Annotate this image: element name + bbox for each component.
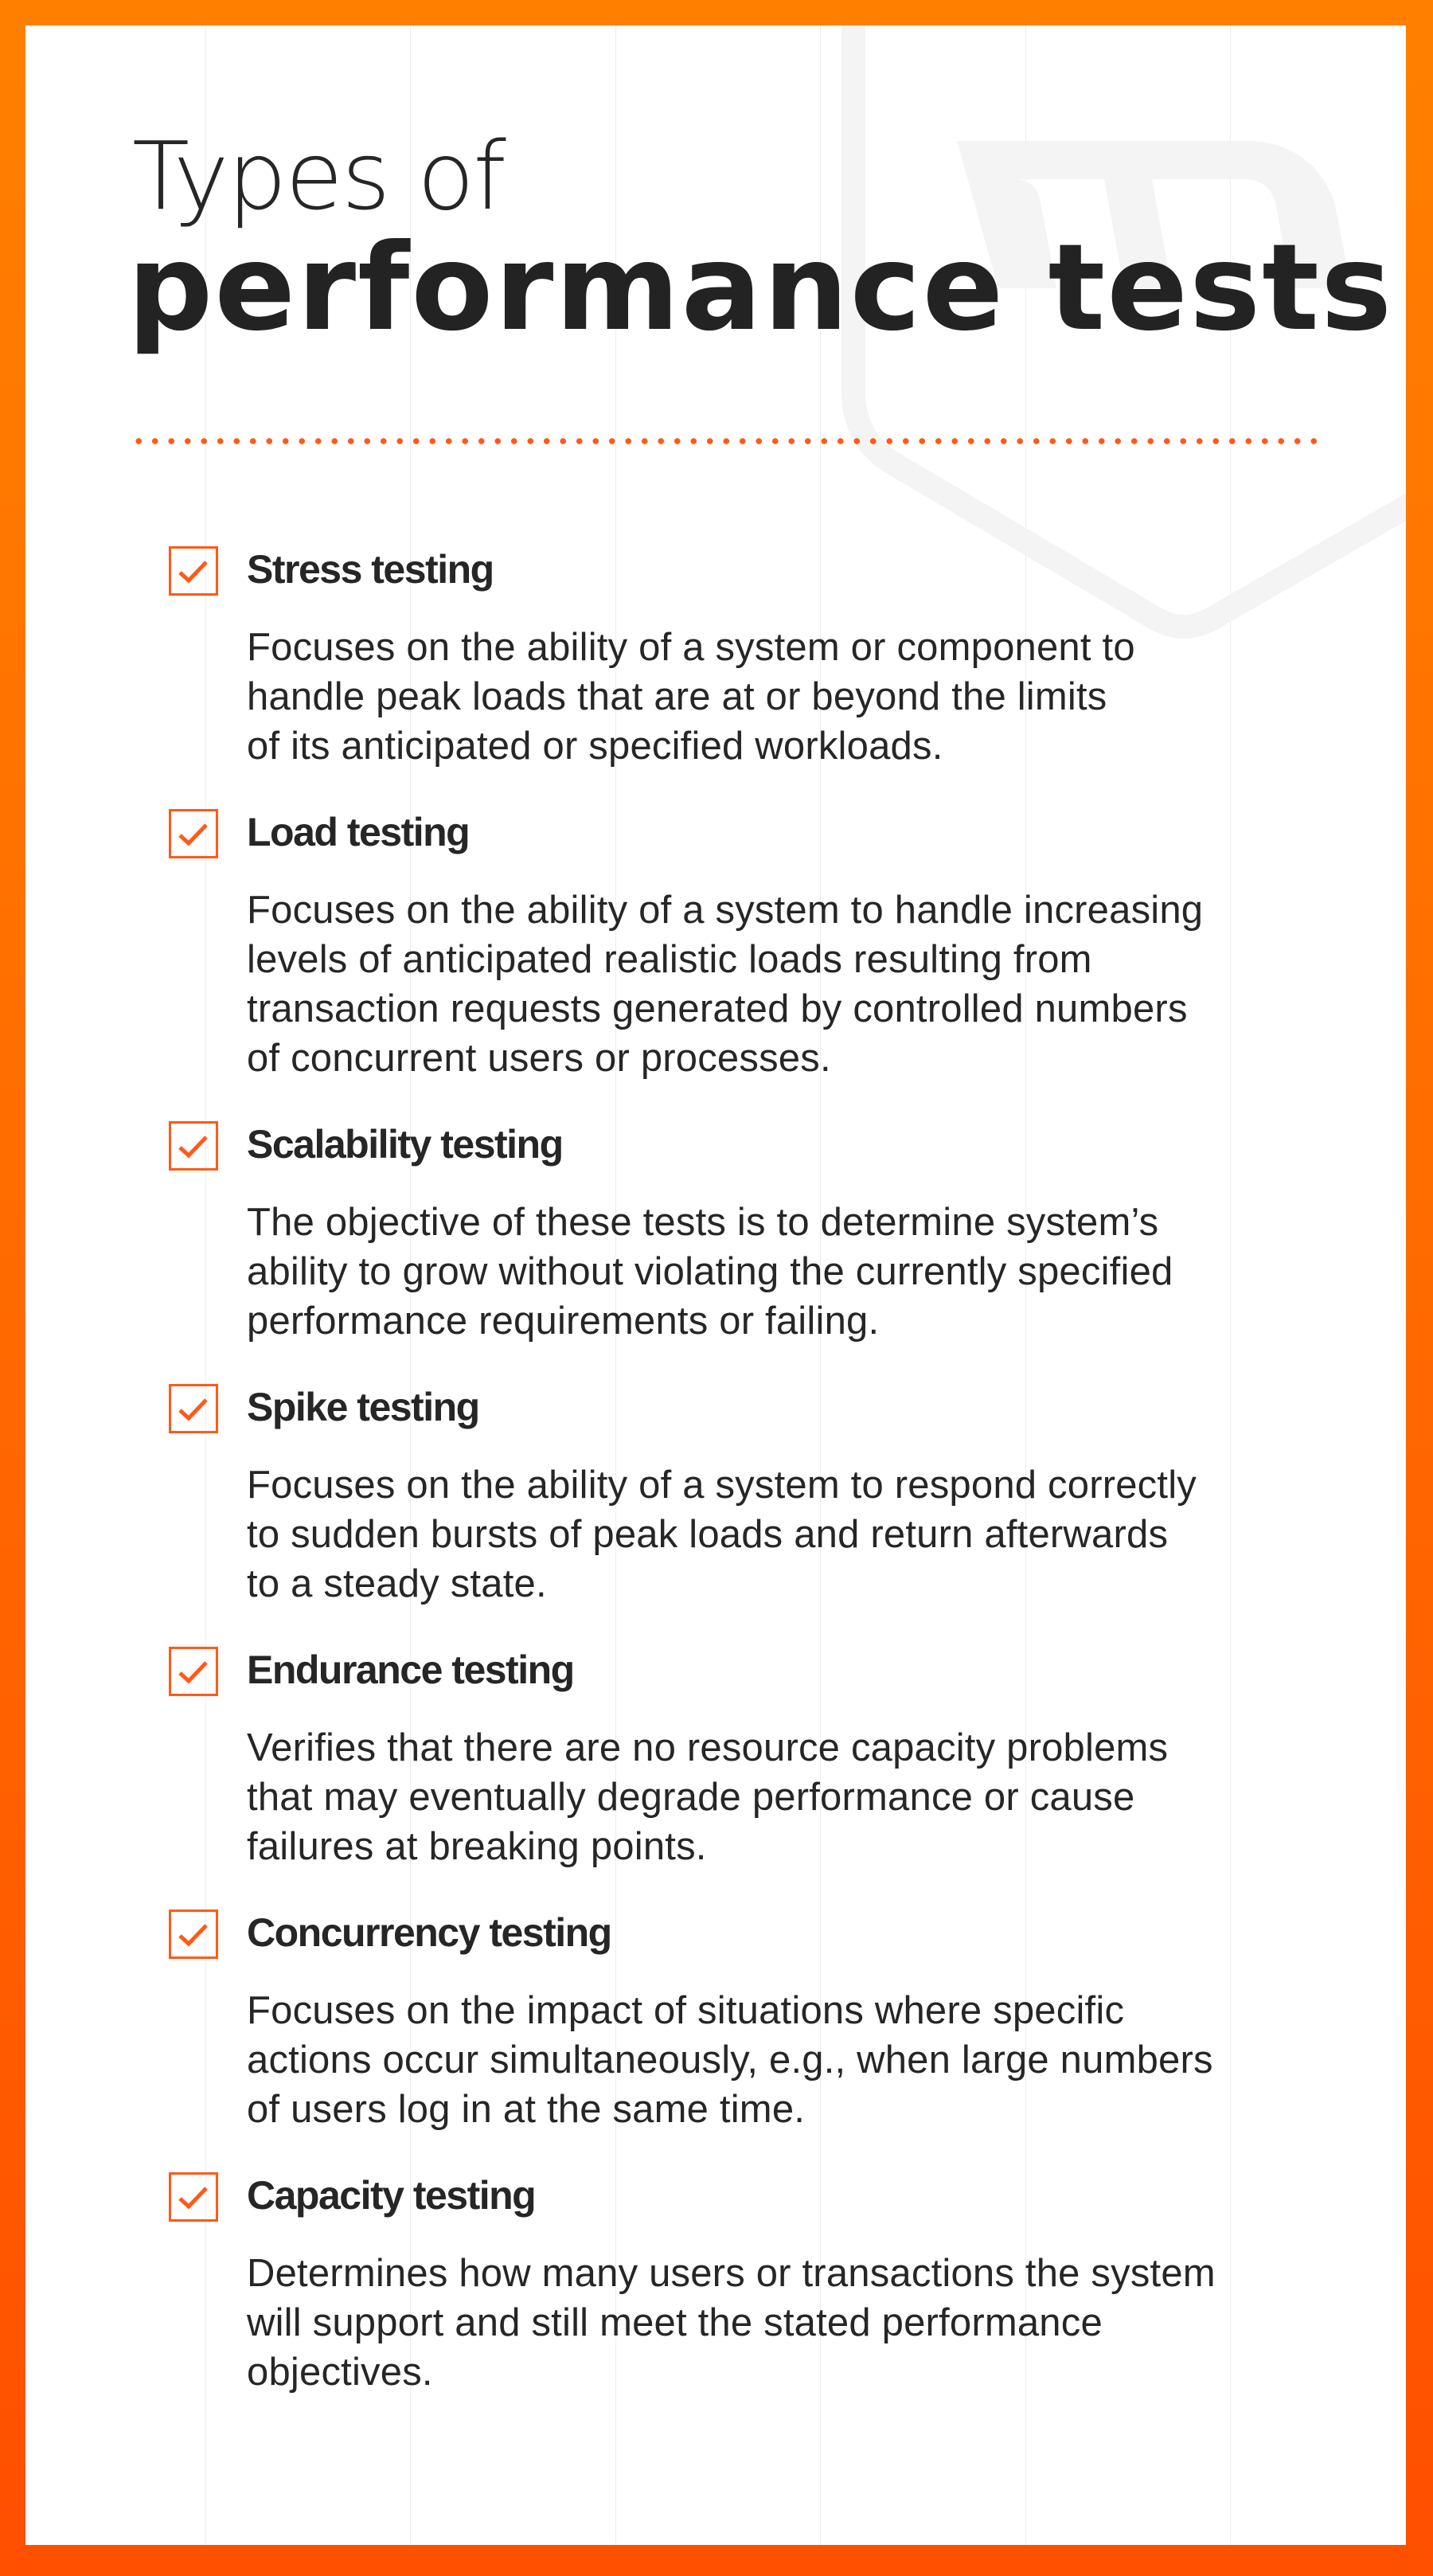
desc-line: actions occur simultaneously, e.g., when large numbers xyxy=(247,2039,1213,2082)
desc-line: The objective of these tests is to determine system’s xyxy=(247,1201,1159,1244)
checkbox-checked-icon xyxy=(169,2172,218,2222)
desc-line: failures at breaking points. xyxy=(247,1825,707,1868)
item-description xyxy=(247,2249,1314,2397)
checkbox-checked-icon xyxy=(169,1910,218,1959)
item-description xyxy=(247,623,1314,771)
desc-line: transaction requests generated by controlled numbers xyxy=(247,987,1188,1030)
item-title: Endurance testing xyxy=(247,1648,574,1692)
page-title-light: Types of xyxy=(132,121,505,231)
desc-line: Focuses on the impact of situations where specific xyxy=(247,1989,1125,2032)
dotted-divider xyxy=(131,438,1317,444)
desc-line: Focuses on the ability of a system to handle increasing xyxy=(247,889,1204,932)
item-title: Scalability testing xyxy=(247,1122,563,1167)
checkbox-checked-icon xyxy=(169,1647,218,1696)
item-title: Stress testing xyxy=(247,547,494,592)
item-title: Capacity testing xyxy=(247,2173,536,2218)
desc-line: Focuses on the ability of a system to respond correctly xyxy=(247,1464,1197,1507)
item-title: Concurrency testing xyxy=(247,1910,611,1955)
desc-line: ability to grow without violating the currently specified xyxy=(247,1250,1173,1293)
desc-line: performance requirements or failing. xyxy=(247,1300,880,1343)
item-title: Load testing xyxy=(247,810,470,854)
desc-line: Focuses on the ability of a system or component to xyxy=(247,626,1135,669)
checkbox-checked-icon xyxy=(169,1121,218,1171)
checkbox-checked-icon xyxy=(169,546,218,596)
infographic-card xyxy=(25,25,1406,2545)
desc-line: of users log in at the same time. xyxy=(247,2088,806,2131)
desc-line: objectives. xyxy=(247,2351,433,2394)
item-description xyxy=(247,1986,1314,2134)
checkbox-checked-icon xyxy=(169,809,218,858)
desc-line: that may eventually degrade performance or cause xyxy=(247,1776,1135,1819)
desc-line: of its anticipated or specified workloads. xyxy=(247,725,943,768)
item-title: Spike testing xyxy=(247,1385,479,1429)
page-title-bold: performance tests xyxy=(127,219,1394,358)
desc-line: Verifies that there are no resource capacity problems xyxy=(247,1726,1169,1769)
desc-line: will support and still meet the stated performance xyxy=(247,2301,1103,2344)
desc-line: Determines how many users or transactions the system xyxy=(247,2252,1216,2295)
checkbox-checked-icon xyxy=(169,1384,218,1433)
item-description xyxy=(247,1723,1314,1871)
item-description xyxy=(247,1198,1314,1346)
desc-line: to a steady state. xyxy=(247,1562,547,1605)
desc-line: to sudden bursts of peak loads and return afterwards xyxy=(247,1513,1169,1556)
item-description xyxy=(247,1460,1314,1609)
desc-line: of concurrent users or processes. xyxy=(247,1037,831,1080)
desc-line: levels of anticipated realistic loads resulting from xyxy=(247,938,1092,981)
desc-line: handle peak loads that are at or beyond the limits xyxy=(247,675,1107,718)
item-description xyxy=(247,885,1314,1083)
